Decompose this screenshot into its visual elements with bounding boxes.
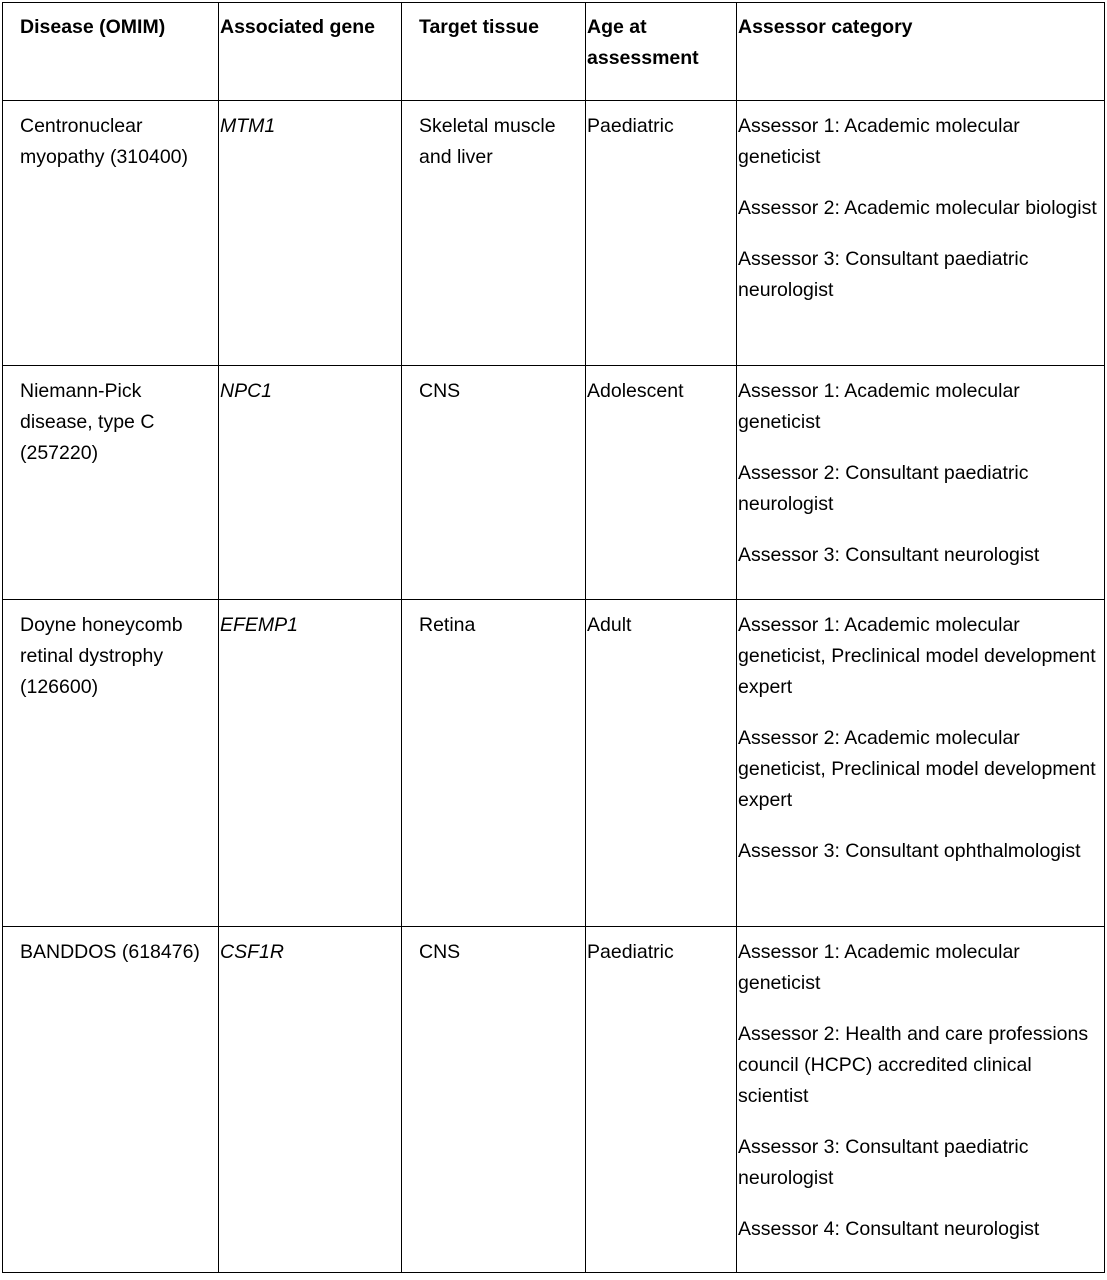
- assessor-entry: Assessor 1: Academic molecular geneticist, Preclinical model development expert: [738, 614, 1096, 698]
- assessor-entry: Assessor 1: Academic molecular geneticist: [738, 115, 1020, 168]
- assessor-entry: Assessor 3: Consultant neurologist: [738, 544, 1040, 566]
- assessor-entry: Assessor 2: Academic molecular biologist: [738, 197, 1097, 219]
- assessment-table: [2, 2, 1105, 1273]
- table-row: [3, 600, 1105, 927]
- header-disease: Disease (OMIM): [3, 3, 219, 101]
- assessor-entry: Assessor 4: Consultant neurologist: [738, 1218, 1040, 1240]
- tissue-cell: CNS: [402, 927, 586, 1273]
- header-age: Age at assessment: [586, 3, 737, 101]
- assessor-entry: Assessor 3: Consultant paediatric neurologist: [738, 1136, 1029, 1189]
- header-assessor: Assessor category: [737, 3, 1105, 101]
- gene-name: MTM1: [220, 115, 276, 137]
- table-row: [3, 366, 1105, 600]
- gene-cell: [219, 927, 402, 1273]
- assessor-entry: Assessor 3: Consultant ophthalmologist: [738, 840, 1081, 862]
- tissue-cell: CNS: [402, 366, 586, 600]
- disease-cell: Niemann-Pick disease, type C (257220): [3, 366, 219, 600]
- table-row: [3, 101, 1105, 366]
- header-tissue: Target tissue: [402, 3, 586, 101]
- assessor-entry: Assessor 3: Consultant paediatric neurologist: [738, 248, 1029, 301]
- assessor-entry: Assessor 1: Academic molecular geneticist: [738, 380, 1020, 433]
- assessor-entry: Assessor 1: Academic molecular geneticist: [738, 941, 1020, 994]
- assessor-cell: [737, 927, 1105, 1273]
- gene-name: CSF1R: [220, 941, 284, 963]
- assessor-entry: Assessor 2: Academic molecular geneticist, Preclinical model development expert: [738, 727, 1096, 811]
- age-cell: Paediatric: [586, 101, 737, 366]
- age-cell: Adult: [586, 600, 737, 927]
- age-cell: Adolescent: [586, 366, 737, 600]
- disease-cell: Centronuclear myopathy (310400): [3, 101, 219, 366]
- header-row: [3, 3, 1105, 101]
- table-row: [3, 927, 1105, 1273]
- gene-cell: [219, 600, 402, 927]
- assessor-entry: Assessor 2: Health and care professions council (HCPC) accredited clinical scientist: [738, 1023, 1089, 1107]
- header-gene: Associated gene: [219, 3, 402, 101]
- disease-cell: Doyne honeycomb retinal dystrophy (126600): [3, 600, 219, 927]
- tissue-cell: Retina: [402, 600, 586, 927]
- assessor-entry: Assessor 2: Consultant paediatric neurologist: [738, 462, 1029, 515]
- gene-name: EFEMP1: [220, 614, 299, 636]
- tissue-cell: Skeletal muscle and liver: [402, 101, 586, 366]
- gene-cell: [219, 366, 402, 600]
- age-cell: Paediatric: [586, 927, 737, 1273]
- assessor-cell: [737, 101, 1105, 366]
- assessor-cell: [737, 600, 1105, 927]
- disease-cell: BANDDOS (618476): [3, 927, 219, 1273]
- gene-cell: [219, 101, 402, 366]
- assessor-cell: [737, 366, 1105, 600]
- gene-name: NPC1: [220, 380, 273, 402]
